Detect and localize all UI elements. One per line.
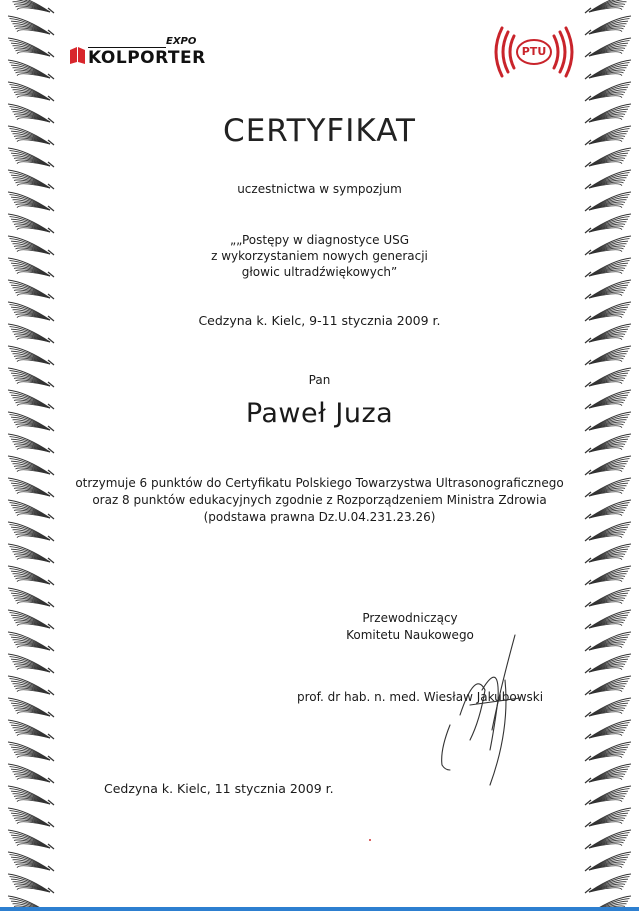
- border-ornament: [8, 456, 54, 475]
- border-ornament: [585, 500, 631, 519]
- border-ornament: [585, 676, 631, 695]
- border-ornament: [585, 16, 631, 35]
- border-ornament: [8, 610, 54, 629]
- event-place-date: Cedzyna k. Kielc, 9-11 stycznia 2009 r.: [198, 313, 441, 328]
- border-ornament: [8, 126, 54, 145]
- border-ornament: [8, 236, 54, 255]
- kolporter-expo-logo: [68, 36, 206, 68]
- award-statement: [58, 475, 581, 526]
- border-ornament: [585, 214, 631, 233]
- border-ornament: [585, 698, 631, 717]
- border-ornament: [8, 434, 54, 453]
- logo-kolporter-text: KOLPORTER: [88, 48, 206, 68]
- decorative-border-right: [581, 0, 639, 911]
- border-ornament: [585, 148, 631, 167]
- border-ornament: [8, 786, 54, 805]
- border-ornament: [8, 852, 54, 871]
- border-ornament: [585, 544, 631, 563]
- border-ornament: [585, 742, 631, 761]
- topic-line: głowic ultradźwiękowych”: [241, 265, 398, 279]
- award-line: otrzymuje 6 punktów do Certyfikatu Polskiego Towarzystwa Ultrasonograficznego: [75, 476, 564, 490]
- ptu-logo-text: PTU: [521, 45, 547, 58]
- border-ornament: [585, 170, 631, 189]
- border-ornament: [8, 214, 54, 233]
- salutation: Pan: [308, 373, 331, 387]
- border-ornament: [585, 412, 631, 431]
- bottom-edge-bar: [0, 907, 639, 911]
- chair-title-line: Przewodniczący: [362, 611, 458, 625]
- border-ornament: [8, 522, 54, 541]
- border-ornament: [8, 632, 54, 651]
- border-ornament: [585, 874, 631, 893]
- speck: [369, 839, 371, 841]
- decorative-border-left: [0, 0, 58, 911]
- border-ornament: [8, 0, 54, 13]
- border-ornament: [8, 38, 54, 57]
- border-ornament: [8, 16, 54, 35]
- border-ornament: [585, 786, 631, 805]
- border-ornament: [8, 60, 54, 79]
- border-ornament: [8, 830, 54, 849]
- border-ornament: [585, 478, 631, 497]
- border-ornament: [585, 764, 631, 783]
- ptu-logo: [494, 24, 574, 80]
- border-ornament: [8, 346, 54, 365]
- border-ornament: [585, 126, 631, 145]
- border-ornament: [8, 588, 54, 607]
- border-ornament: [8, 258, 54, 277]
- border-ornament: [8, 412, 54, 431]
- book-icon: [68, 46, 88, 64]
- border-ornament: [585, 0, 631, 13]
- border-ornament: [585, 610, 631, 629]
- border-ornament: [8, 720, 54, 739]
- border-ornament: [585, 324, 631, 343]
- border-ornament: [585, 346, 631, 365]
- certificate-title: CERTYFIKAT: [223, 113, 416, 149]
- border-ornament: [585, 82, 631, 101]
- border-ornament: [585, 588, 631, 607]
- border-ornament: [8, 500, 54, 519]
- border-ornament: [585, 390, 631, 409]
- border-ornament: [585, 566, 631, 585]
- border-ornament: [8, 676, 54, 695]
- topic-line: z wykorzystaniem nowych generacji: [211, 249, 428, 263]
- border-ornament: [8, 566, 54, 585]
- border-ornament: [585, 830, 631, 849]
- border-ornament: [8, 148, 54, 167]
- border-ornament: [585, 192, 631, 211]
- border-ornament: [8, 698, 54, 717]
- border-ornament: [585, 236, 631, 255]
- handwritten-signature: [420, 630, 540, 790]
- border-ornament: [585, 654, 631, 673]
- border-ornament: [8, 478, 54, 497]
- award-line: oraz 8 punktów edukacyjnych zgodnie z Rozporządzeniem Ministra Zdrowia: [92, 493, 547, 507]
- border-ornament: [8, 764, 54, 783]
- logo-expo-text: EXPO: [166, 36, 197, 47]
- border-ornament: [585, 522, 631, 541]
- border-ornament: [8, 82, 54, 101]
- border-ornament: [8, 280, 54, 299]
- topic-line: „„Postępy w diagnostyce USG: [229, 233, 410, 247]
- border-ornament: [585, 280, 631, 299]
- border-ornament: [8, 874, 54, 893]
- border-ornament: [8, 808, 54, 827]
- border-ornament: [8, 192, 54, 211]
- border-ornament: [585, 258, 631, 277]
- border-ornament: [585, 632, 631, 651]
- chair-title-line: Komitetu Naukowego: [346, 628, 474, 642]
- border-ornament: [8, 170, 54, 189]
- border-ornament: [585, 852, 631, 871]
- border-ornament: [585, 60, 631, 79]
- border-ornament: [8, 302, 54, 321]
- border-ornament: [8, 368, 54, 387]
- recipient-name: Paweł Juza: [245, 398, 394, 429]
- border-ornament: [8, 324, 54, 343]
- border-ornament: [585, 808, 631, 827]
- issue-place-date: Cedzyna k. Kielc, 11 stycznia 2009 r.: [104, 781, 334, 796]
- border-ornament: [585, 456, 631, 475]
- border-ornament: [8, 544, 54, 563]
- signatory-name: prof. dr hab. n. med. Wiesław Jakubowski: [297, 690, 544, 704]
- border-ornament: [8, 742, 54, 761]
- border-ornament: [585, 434, 631, 453]
- border-ornament: [585, 104, 631, 123]
- border-ornament: [8, 104, 54, 123]
- award-line: (podstawa prawna Dz.U.04.231.23.26): [203, 510, 436, 524]
- border-ornament: [585, 302, 631, 321]
- certificate-subtitle: uczestnictwa w sympozjum: [237, 182, 402, 196]
- border-ornament: [585, 368, 631, 387]
- border-ornament: [585, 38, 631, 57]
- border-ornament: [585, 720, 631, 739]
- symposium-topic: [58, 232, 581, 280]
- border-ornament: [8, 654, 54, 673]
- border-ornament: [8, 390, 54, 409]
